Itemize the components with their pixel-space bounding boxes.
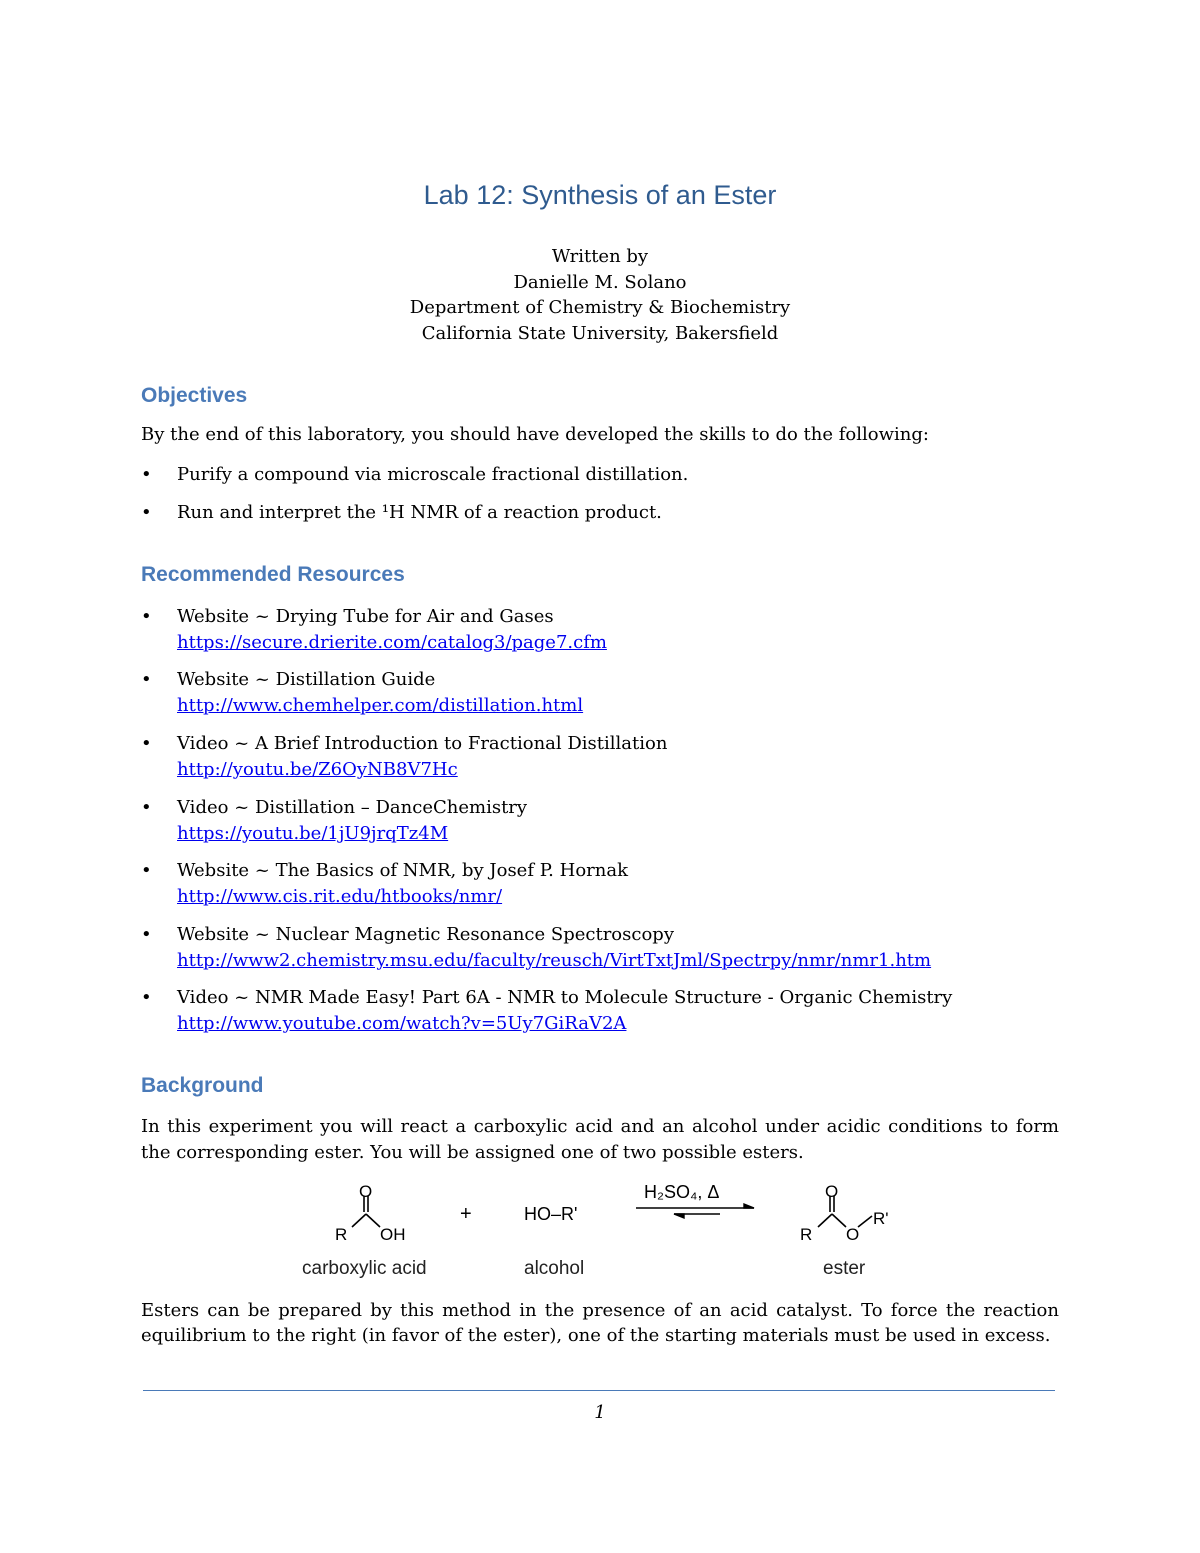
bullet-icon: • (141, 669, 152, 690)
background-heading: Background (141, 1074, 264, 1097)
background-paragraph-2-line-1: Esters can be prepared by this method in the presence of an acid catalyst. To force the reaction (141, 1300, 1059, 1321)
ester-o: O (846, 1225, 860, 1244)
resource-link[interactable]: http://www.youtube.com/watch?v=5Uy7GiRaV2A (177, 1013, 627, 1034)
background-paragraph-1-line-1: In this experiment you will react a carboxylic acid and an alcohol under acidic conditions to form (141, 1116, 1059, 1137)
acid-r-group: R (335, 1225, 348, 1244)
background-paragraph-1-line-2: the corresponding ester. You will be assigned one of two possible esters. (141, 1142, 804, 1163)
alcohol-label: alcohol (524, 1258, 585, 1279)
ester-r-prime: R' (873, 1209, 889, 1228)
university: California State University, Bakersfield (421, 322, 779, 344)
ester-label: ester (823, 1258, 866, 1279)
resource-label: Video ~ A Brief Introduction to Fractional Distillation (177, 733, 668, 754)
author-name: Danielle M. Solano (513, 271, 687, 293)
page-title: Lab 12: Synthesis of an Ester (423, 180, 777, 210)
bullet-icon: • (141, 987, 152, 1008)
objectives-intro: By the end of this laboratory, you should have developed the skills to do the following: (141, 424, 929, 445)
resource-label: Website ~ Drying Tube for Air and Gases (177, 606, 554, 627)
acid-carbonyl-o: O (359, 1182, 373, 1201)
bullet-icon: • (141, 733, 152, 754)
alcohol-formula: HO–R' (524, 1204, 578, 1224)
resource-link[interactable]: http://www2.chemistry.msu.edu/faculty/reusch/VirtTxtJml/Spectrpy/nmr/nmr1.htm (177, 950, 932, 971)
catalyst-label: H₂SO₄, Δ (644, 1182, 720, 1202)
bullet-icon: • (141, 464, 152, 485)
bullet-icon: • (141, 860, 152, 881)
resource-link[interactable]: https://youtu.be/1jU9jrqTz4M (177, 823, 449, 844)
carboxylic-acid-label: carboxylic acid (302, 1258, 427, 1279)
bullet-icon: • (141, 502, 152, 523)
acid-oh: OH (380, 1225, 406, 1244)
byline (0, 244, 1200, 346)
resource-label: Website ~ Distillation Guide (177, 669, 436, 690)
department: Department of Chemistry & Biochemistry (409, 297, 791, 318)
ester-carbonyl-o: O (825, 1182, 839, 1201)
bullet-icon: • (141, 924, 152, 945)
resource-label: Video ~ NMR Made Easy! Part 6A - NMR to Molecule Structure - Organic Chemistry (177, 987, 953, 1008)
equilibrium-arrows (636, 1204, 754, 1218)
reaction-scheme (280, 1172, 940, 1292)
page-number: 1 (594, 1402, 606, 1423)
ester-r-group: R (800, 1225, 813, 1244)
resource-label: Website ~ The Basics of NMR, by Josef P. Hornak (177, 860, 628, 881)
plus-sign: + (460, 1203, 472, 1225)
written-by: Written by (551, 246, 649, 267)
document-page: Lab 12: Synthesis of an Ester Written by Danielle M. Solano Department of Chemistry & Biochemistry California State University, Bakersfield Objectives By the end of this laboratory, you should have developed the skills to do the following: • Purify a compound via microscale fractional distillation. • Run and interpret the ¹H NMR of a reaction product. Recommended Resources • Website ~ Drying Tube for Air and Gases https://secure.drierite.com/catalog3/page7.cfm • Website ~ Distillation Guide http://www.chemhelper.com/distillation.html • Video ~ A Brief Introduction to Fractional Distillation http://youtu.be/Z6OyNB8V7Hc • Video ~ Distillation – DanceChemistry https://youtu.be/1jU9jrqTz4M • Website ~ The Basics of NMR, by Josef P. Hornak http://www.cis.rit.edu/htbooks/nmr/ • Website ~ Nuclear Magnetic Resonance Spectroscopy http://www2.chemistry.msu.edu/faculty/reusch/VirtTxtJml/Spectrpy/nmr/nmr1.htm • Video ~ NMR Made Easy! Part 6A - NMR to Molecule Structure - Organic Chemistry http://www.youtube.com/watch?v=5Uy7GiRaV2A Background In this experiment you will react a carboxylic acid and an alcohol under acidic conditions to form the corresponding ester. You will be assigned one of two possible esters. O R OH + HO–R' H₂SO₄, Δ O R O R' carboxylic acid alcohol ester Esters can be prepared by this method in the presence of an acid catalyst. To force the reaction equilibrium to the right (in favor of the ester), one of the starting materials must be used in excess. 1 (0, 0, 1200, 1553)
resource-label: Video ~ Distillation – DanceChemistry (177, 797, 528, 818)
footer-divider (143, 1390, 1055, 1391)
resource-link[interactable]: https://secure.drierite.com/catalog3/page7.cfm (177, 632, 607, 653)
resources-heading: Recommended Resources (141, 563, 405, 586)
resource-link[interactable]: http://www.cis.rit.edu/htbooks/nmr/ (177, 886, 503, 907)
bullet-icon: • (141, 797, 152, 818)
objectives-heading: Objectives (141, 384, 248, 407)
background-paragraph-2-line-2: equilibrium to the right (in favor of the ester), one of the starting materials must be used in excess. (141, 1325, 1051, 1346)
resource-label: Website ~ Nuclear Magnetic Resonance Spectroscopy (177, 924, 674, 945)
resource-link[interactable]: http://www.chemhelper.com/distillation.html (177, 695, 584, 716)
bullet-icon: • (141, 606, 152, 627)
resource-link[interactable]: http://youtu.be/Z6OyNB8V7Hc (177, 759, 458, 780)
